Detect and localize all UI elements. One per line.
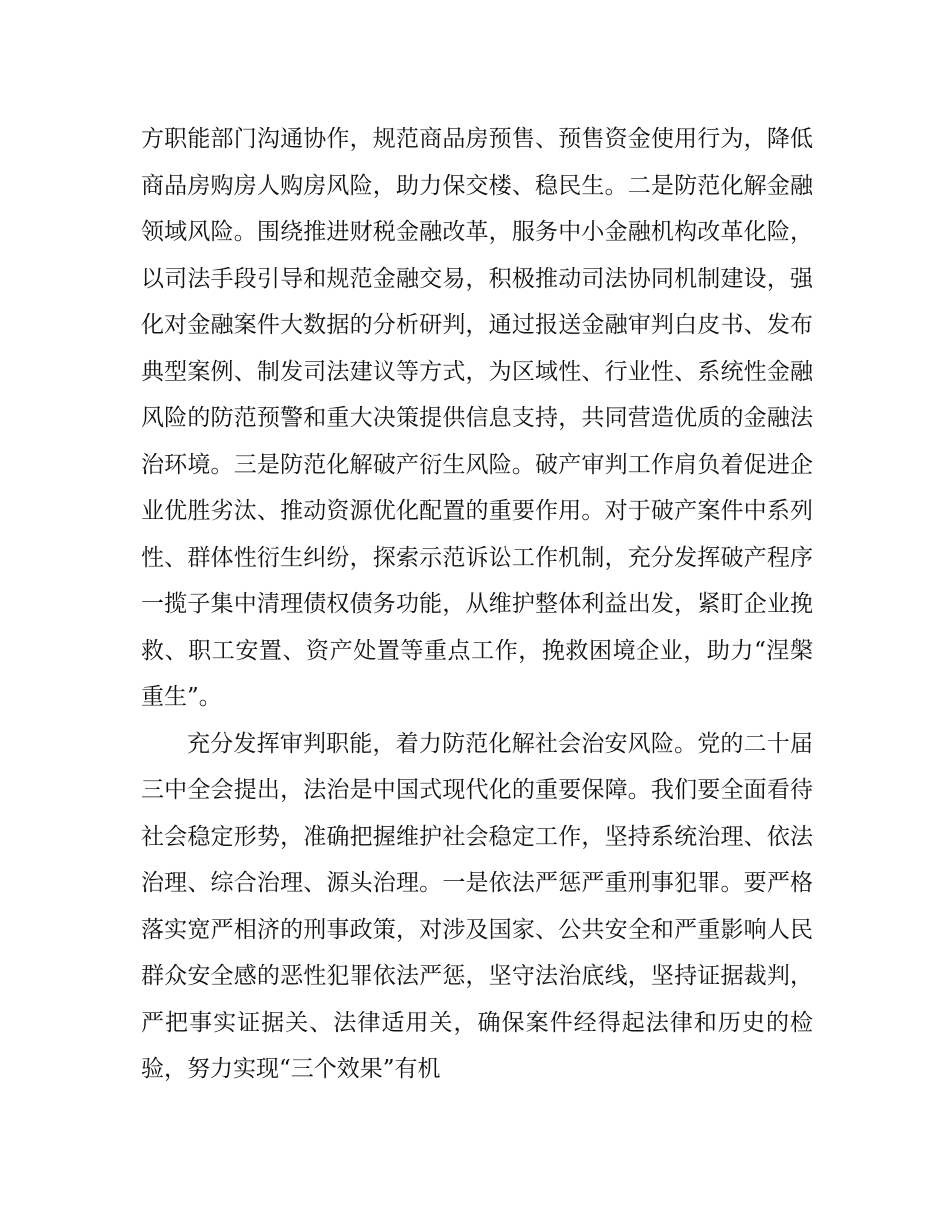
paragraph-social-security: 充分发挥审判职能，着力防范化解社会治安风险。党的二十届三中全会提出，法治是中国式现代化的重要保障。我们要全面看待社会稳定形势，准确把握维护社会稳定工作，坚持系统治理、依法治理、综合治理、源头治理。一是依法严惩严重刑事犯罪。要严格落实宽严相济的刑事政策，对涉及国家、公共安全和严重影响人民群众安全感的恶性犯罪依法严惩，坚守法治底线，坚持证据裁判，严把事实证据关、法律适用关，确保案件经得起法律和历史的检验，努力实现“三个效果”有机 [141,730,813,1082]
paragraph-continued: 方职能部门沟通协作，规范商品房预售、预售资金使用行为，降低商品房购房人购房风险，助力保交楼、稳民生。二是防范化解金融领域风险。围绕推进财税金融改革，服务中小金融机构改革化险，以司法手段引导和规范金融交易，积极推动司法协同机制建设，强化对金融案件大数据的分析研判，通过报送金融审判白皮书、发布典型案例、制发司法建议等方式，为区域性、行业性、系统性金融风险的防范预警和重大决策提供信息支持，共同营造优质的金融法治环境。三是防范化解破产衍生风险。破产审判工作肩负着促进企业优胜劣汰、推动资源优化配置的重要作用。对于破产案件中系列性、群体性衍生纠纷，探索示范诉讼工作机制，充分发挥破产程序一揽子集中清理债权债务功能，从维护整体利益出发，紧盯企业挽救、职工安置、资产处置等重点工作，挽救困境企业，助力“涅槃重生”。 [141,126,813,710]
body-text [141,116,813,1093]
